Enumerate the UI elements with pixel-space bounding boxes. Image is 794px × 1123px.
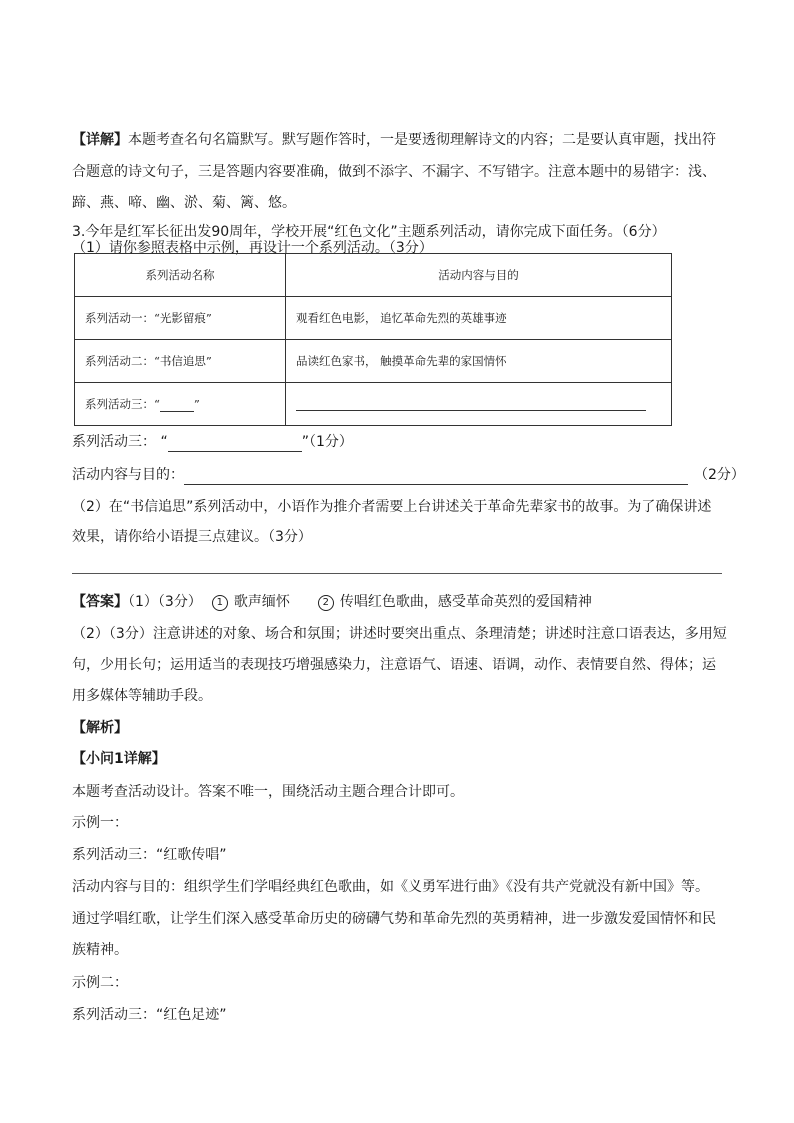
detail-line-1: 【详解】本题考查名句名篇默写。默写题作答时，一是要透彻理解诗文的内容；二是要认真审题，找出符 xyxy=(72,132,716,148)
table-row xyxy=(75,340,672,383)
example-1-content-3: 族精神。 xyxy=(72,942,128,958)
table-cell-name-blank: 系列活动三：“ ” xyxy=(75,383,286,426)
table-cell-name: 系列活动二：“书信追思” xyxy=(75,340,286,383)
answer-part2-line-1: （2）（3分）注意讲述的对象、场合和氛围；讲述时要突出重点、条理清楚；讲述时注意口语表达，多用短 xyxy=(72,626,727,642)
example-1-label: 示例一： xyxy=(72,815,128,831)
table-header-row xyxy=(75,254,672,297)
detail-line-3: 蹄、燕、啼、幽、淤、菊、篱、悠。 xyxy=(72,195,296,211)
circle-number-2-icon: 2 xyxy=(318,595,334,611)
analysis-line-1: 本题考查活动设计。答案不唯一，围绕活动主题合理合计即可。 xyxy=(72,784,464,800)
fill-line-1: 系列活动三： “ ”（1分） xyxy=(72,434,353,450)
analysis-sub-tag: 【小问1详解】 xyxy=(72,751,166,767)
table-cell-content-blank xyxy=(286,383,672,426)
example-1-name: 系列活动三：“红歌传唱” xyxy=(72,847,227,863)
example-1-content-1: 活动内容与目的：组织学生们学唱经典红色歌曲，如《义勇军进行曲》《没有共产党就没有新中国》等。 xyxy=(72,879,709,895)
detail-tag: 【详解】 xyxy=(72,132,128,148)
content-blank[interactable] xyxy=(296,400,646,411)
name-blank[interactable] xyxy=(160,401,194,412)
answer-line-1: 【答案】（1）（3分） 1 歌声缅怀 2 传唱红色歌曲，感受革命英烈的爱国精神 xyxy=(72,594,592,610)
table-row xyxy=(75,383,672,426)
answer-part2-line-3: 用多媒体等辅助手段。 xyxy=(72,688,212,704)
example-2-label: 示例二： xyxy=(72,975,128,991)
question-sub2-line-2: 效果，请你给小语提三点建议。（3分） xyxy=(72,529,312,545)
circle-number-1-icon: 1 xyxy=(212,595,228,611)
table-cell-content: 品读红色家书， 触摸革命先辈的家国情怀 xyxy=(286,340,672,383)
table-header-content: 活动内容与目的 xyxy=(286,254,672,297)
fill-blank-name[interactable] xyxy=(168,435,302,452)
detail-line-2: 合题意的诗文句子，三是答题内容要准确，做到不添字、不漏字、不写错字。注意本题中的易错字：浅、 xyxy=(72,164,716,180)
fill-blank-content[interactable] xyxy=(184,468,688,485)
table-cell-content: 观看红色电影， 追忆革命先烈的英雄事迹 xyxy=(286,297,672,340)
question-sub1: （1）请你参照表格中示例，再设计一个系列活动。（3分） xyxy=(72,240,433,256)
activity-table xyxy=(74,253,672,426)
question-title: 3.今年是红军长征出发90周年，学校开展“红色文化”主题系列活动，请你完成下面任务。（6分） xyxy=(72,224,666,240)
fill-line-2: 活动内容与目的： （2分） xyxy=(72,467,745,483)
table-cell-name: 系列活动一：“光影留痕” xyxy=(75,297,286,340)
divider-rule xyxy=(72,573,722,574)
analysis-tag: 【解析】 xyxy=(72,720,128,736)
answer-part2-line-2: 句，少用长句；运用适当的表现技巧增强感染力，注意语气、语速、语调，动作、表情要自然、得体；运 xyxy=(72,657,716,673)
answer-tag: 【答案】 xyxy=(72,594,128,610)
example-2-name: 系列活动三：“红色足迹” xyxy=(72,1007,227,1023)
table-row xyxy=(75,297,672,340)
example-1-content-2: 通过学唱红歌，让学生们深入感受革命历史的磅礴气势和革命先烈的英勇精神，进一步激发爱国情怀和民 xyxy=(72,911,716,927)
question-sub2-line-1: （2）在“书信追思”系列活动中，小语作为推介者需要上台讲述关于革命先辈家书的故事。为了确保讲述 xyxy=(72,499,712,515)
table-header-name: 系列活动名称 xyxy=(75,254,286,297)
